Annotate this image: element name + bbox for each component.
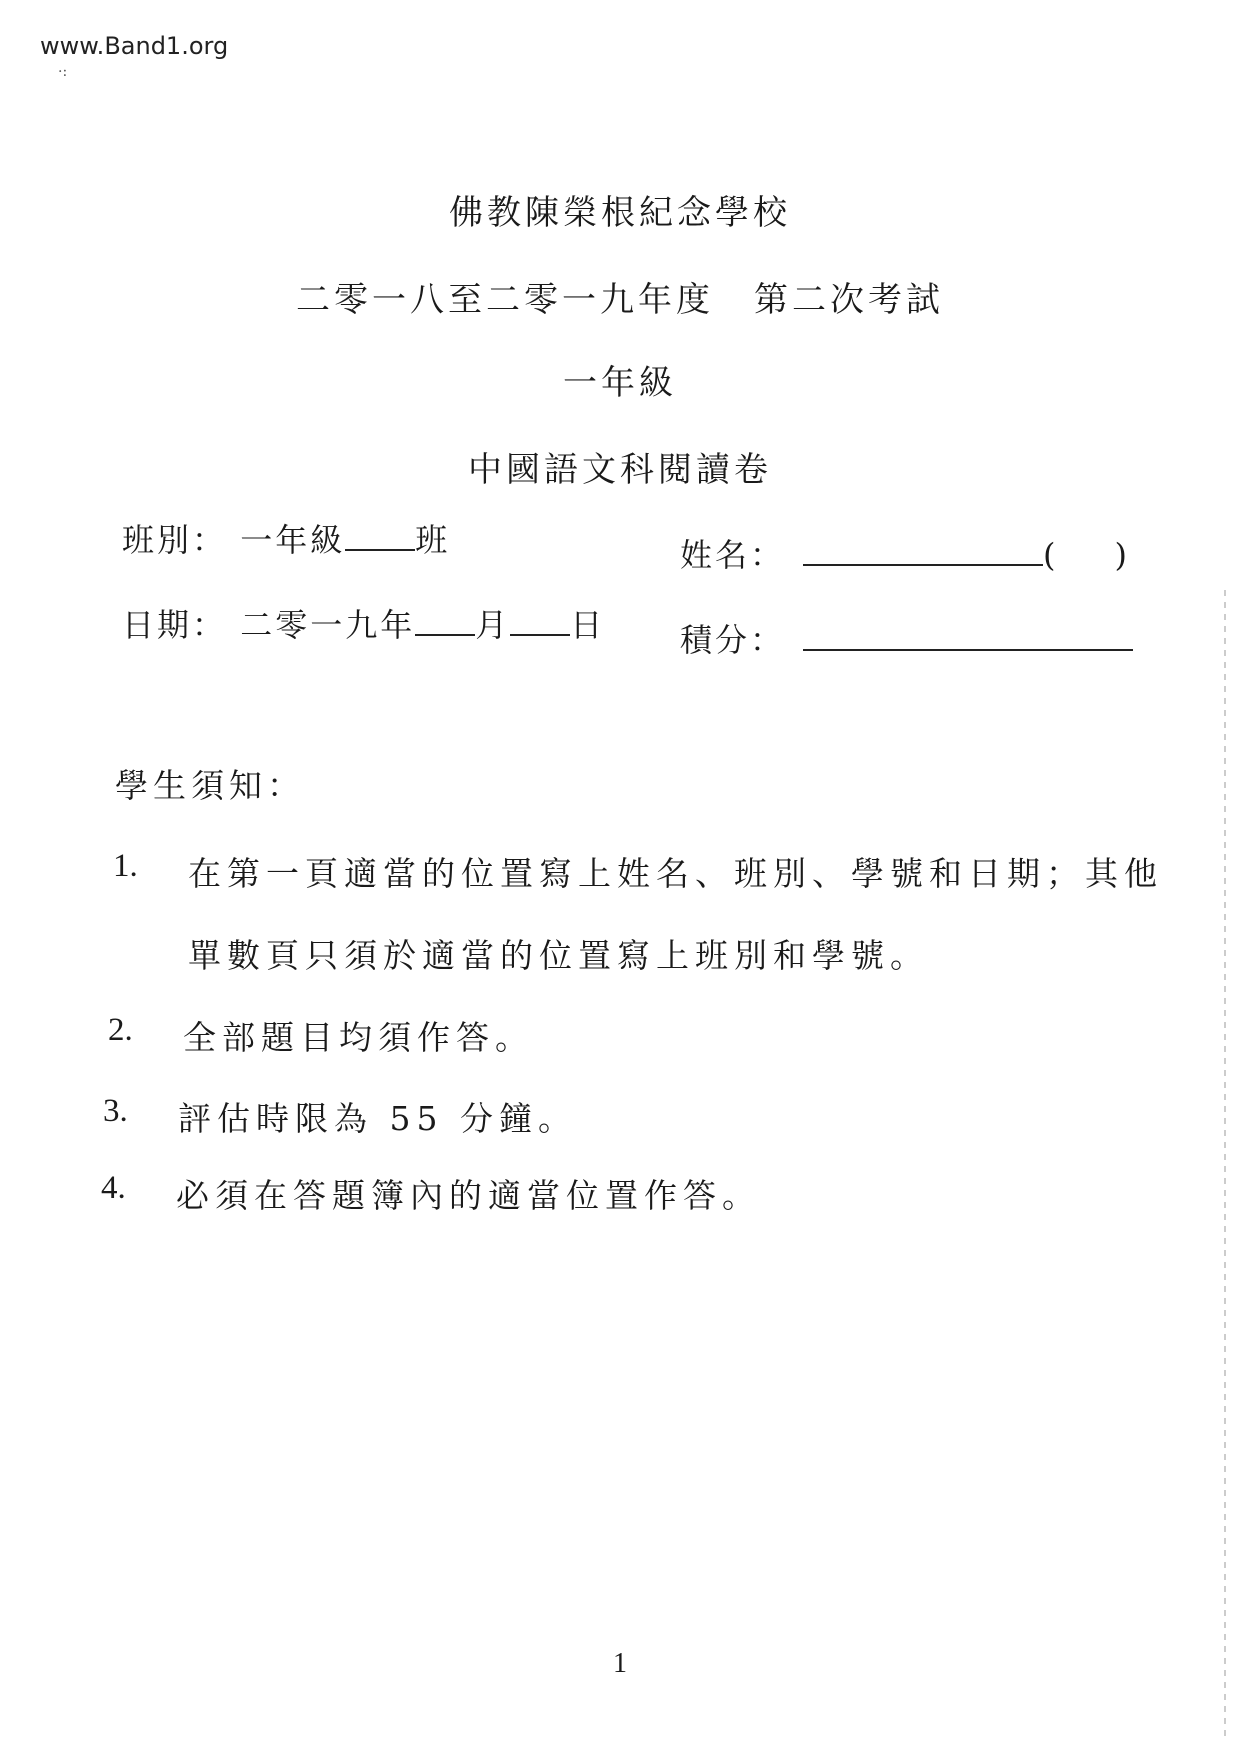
date-month: 月 bbox=[475, 606, 511, 644]
exam-name: 第二次考試 bbox=[754, 280, 944, 320]
grade-title: 一年級 bbox=[563, 363, 677, 403]
paren-close: ) bbox=[1114, 536, 1130, 574]
notice-item-text: 在第一頁適當的位置寫上姓名、班別、學號和日期；其他 bbox=[188, 854, 1163, 893]
notice-item-number: 4. bbox=[101, 1170, 126, 1206]
exam-title bbox=[0, 272, 1240, 321]
paper-title: 中國語文科閱讀卷 bbox=[468, 450, 772, 490]
notice-item-text: 評估時限為 55 分鐘。 bbox=[178, 1099, 577, 1138]
page-number: 1 bbox=[613, 1648, 627, 1679]
notice-heading: 學生須知： bbox=[115, 766, 305, 805]
notice-item-number: 1. bbox=[113, 848, 138, 884]
notice-item-number: 2. bbox=[108, 1012, 133, 1048]
notice-item-2 bbox=[108, 1012, 534, 1059]
school-name: 佛教陳榮根紀念學校 bbox=[449, 193, 791, 233]
score-blank[interactable] bbox=[803, 619, 1133, 651]
notice-item-4 bbox=[101, 1170, 761, 1217]
class-suffix: 班 bbox=[415, 521, 451, 559]
notice-item-1-continued: 單數頁只須於適當的位置寫上班別和學號。 bbox=[188, 936, 929, 975]
name-label: 姓名： bbox=[680, 536, 786, 574]
notice-item-text: 必須在答題簿內的適當位置作答。 bbox=[176, 1176, 761, 1215]
class-blank[interactable] bbox=[345, 519, 415, 551]
class-field bbox=[122, 515, 450, 561]
month-blank[interactable] bbox=[415, 604, 475, 636]
class-label: 班別： bbox=[122, 521, 228, 559]
name-field bbox=[680, 530, 1130, 576]
date-day: 日 bbox=[570, 606, 606, 644]
academic-year: 二零一八至二零一九年度 bbox=[296, 280, 714, 320]
score-field bbox=[680, 615, 1133, 661]
name-blank[interactable] bbox=[803, 534, 1043, 566]
notice-item-3 bbox=[103, 1093, 577, 1140]
scan-mark: ·: bbox=[58, 64, 68, 80]
notice-item-1 bbox=[113, 848, 1163, 895]
scan-edge-divider bbox=[1224, 590, 1226, 1740]
paren-open: ( bbox=[1043, 536, 1059, 574]
date-field bbox=[122, 600, 605, 646]
notice-item-text: 全部題目均須作答。 bbox=[183, 1018, 534, 1057]
date-label: 日期： bbox=[122, 606, 228, 644]
watermark-text: www.Band1.org bbox=[40, 32, 229, 60]
date-year: 二零一九年 bbox=[240, 606, 416, 644]
class-prefix: 一年級 bbox=[240, 521, 346, 559]
notice-item-number: 3. bbox=[103, 1093, 128, 1129]
day-blank[interactable] bbox=[510, 604, 570, 636]
score-label: 積分： bbox=[680, 621, 786, 659]
